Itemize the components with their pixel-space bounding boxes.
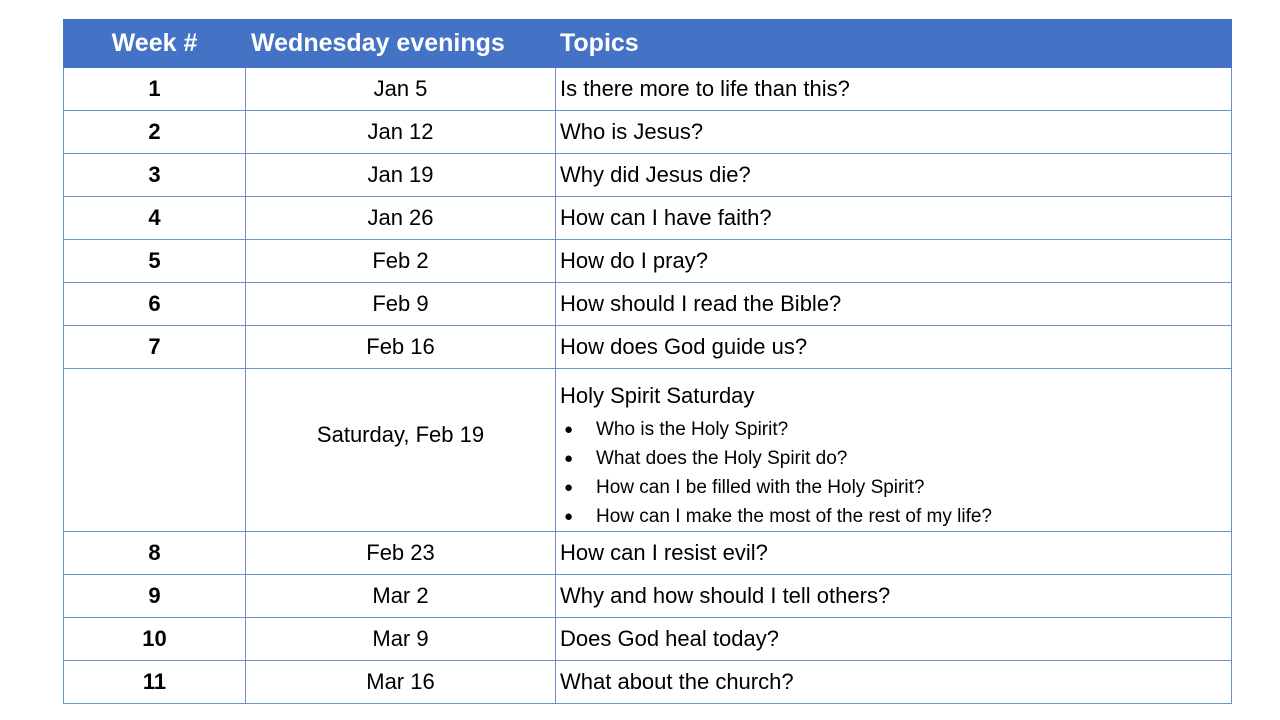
table-row: [64, 575, 1232, 618]
table-row: [64, 111, 1232, 154]
session-topic: How can I have faith?: [556, 197, 1232, 240]
week-number: 9: [64, 575, 246, 618]
session-topic: Does God heal today?: [556, 618, 1232, 661]
session-topic: How can I resist evil?: [556, 532, 1232, 575]
session-date: Feb 2: [246, 240, 556, 283]
bullet-icon: ●: [564, 421, 574, 438]
session-topic: Why did Jesus die?: [556, 154, 1232, 197]
session-date: Jan 5: [246, 68, 556, 111]
table-body: [64, 68, 1232, 704]
week-number: 3: [64, 154, 246, 197]
subtopic-list: [560, 415, 1231, 531]
table-row: [64, 532, 1232, 575]
session-date: Mar 2: [246, 575, 556, 618]
bullet-icon: ●: [564, 508, 574, 525]
subtopic-text: What does the Holy Spirit do?: [596, 448, 848, 469]
session-topic: Who is Jesus?: [556, 111, 1232, 154]
week-number: [64, 369, 246, 532]
bullet-icon: ●: [564, 479, 574, 496]
table-row: [64, 661, 1232, 704]
table-row: [64, 326, 1232, 369]
special-session-row: [64, 369, 1232, 532]
subtopic-item: [560, 444, 1231, 473]
week-number: 4: [64, 197, 246, 240]
header-week: Week #: [64, 20, 246, 68]
table-row: [64, 154, 1232, 197]
session-date: Mar 9: [246, 618, 556, 661]
week-number: 5: [64, 240, 246, 283]
table-row: [64, 283, 1232, 326]
session-topic: Why and how should I tell others?: [556, 575, 1232, 618]
week-number: 10: [64, 618, 246, 661]
session-date: Feb 23: [246, 532, 556, 575]
table-row: [64, 68, 1232, 111]
session-topic: How does God guide us?: [556, 326, 1232, 369]
week-number: 6: [64, 283, 246, 326]
table-header: [64, 20, 1232, 68]
session-date: Mar 16: [246, 661, 556, 704]
header-row: [64, 20, 1232, 68]
bullet-icon: ●: [564, 450, 574, 467]
session-date: Jan 26: [246, 197, 556, 240]
subtopic-text: Who is the Holy Spirit?: [596, 419, 789, 440]
session-topic: Is there more to life than this?: [556, 68, 1232, 111]
table-row: [64, 197, 1232, 240]
subtopic-item: [560, 415, 1231, 444]
session-date: Feb 16: [246, 326, 556, 369]
subtopic-text: How can I be filled with the Holy Spirit?: [596, 477, 925, 498]
session-date: Jan 12: [246, 111, 556, 154]
table-row: [64, 618, 1232, 661]
schedule-table: [63, 19, 1232, 704]
session-topic: What about the church?: [556, 661, 1232, 704]
session-topic: How do I pray?: [556, 240, 1232, 283]
special-session-topic: [556, 369, 1232, 532]
session-date: Jan 19: [246, 154, 556, 197]
session-topic: How should I read the Bible?: [556, 283, 1232, 326]
week-number: 11: [64, 661, 246, 704]
special-session-date: Saturday, Feb 19: [246, 369, 556, 532]
week-number: 2: [64, 111, 246, 154]
week-number: 7: [64, 326, 246, 369]
session-date: Feb 9: [246, 283, 556, 326]
subtopic-text: How can I make the most of the rest of my life?: [596, 506, 992, 527]
special-session-title: Holy Spirit Saturday: [560, 383, 755, 408]
subtopic-item: [560, 473, 1231, 502]
header-date: Wednesday evenings: [246, 20, 556, 68]
header-topics: Topics: [556, 20, 1232, 68]
table-row: [64, 240, 1232, 283]
week-number: 8: [64, 532, 246, 575]
subtopic-item: [560, 502, 1231, 531]
week-number: 1: [64, 68, 246, 111]
